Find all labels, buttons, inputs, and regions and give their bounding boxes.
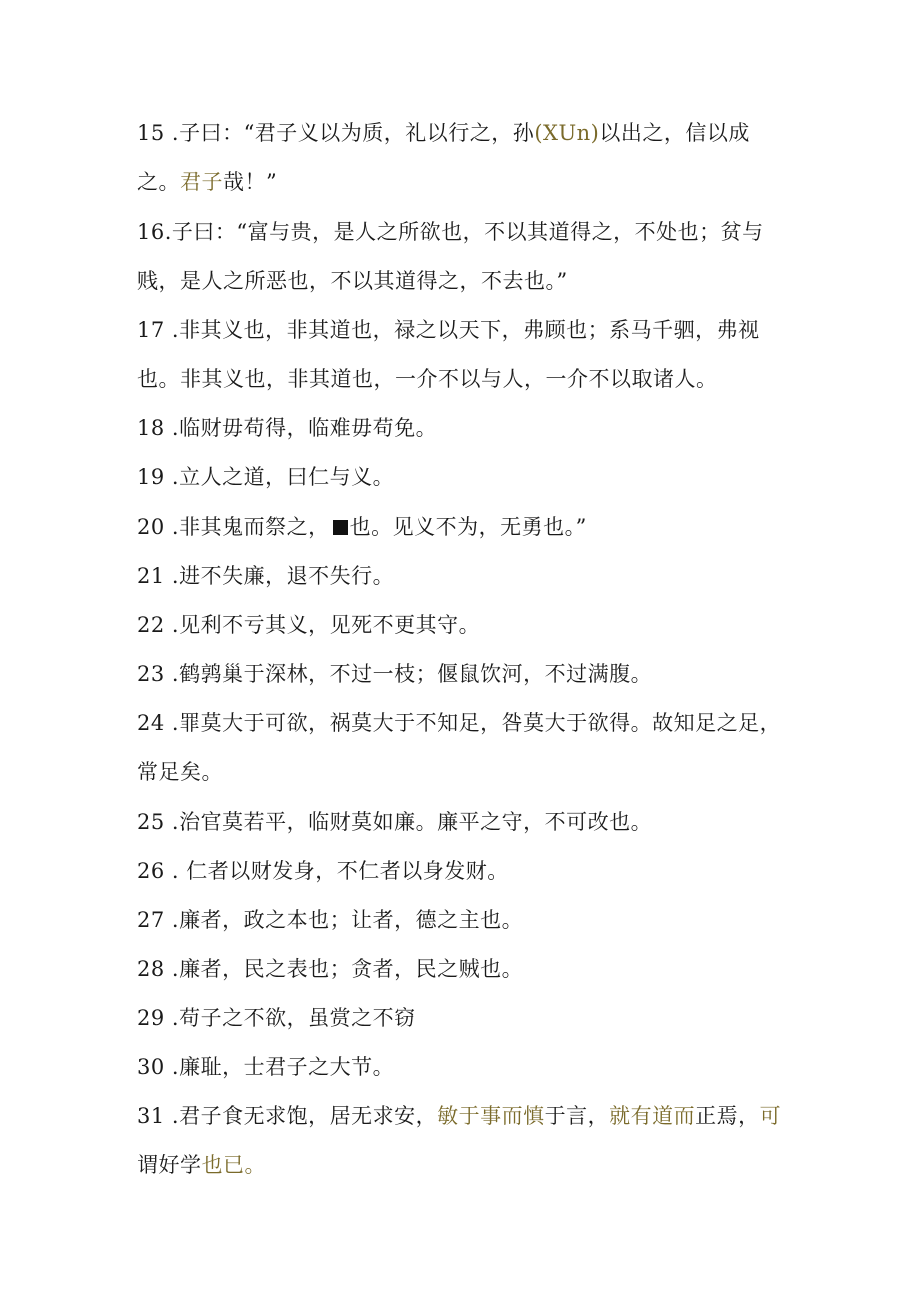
item-22-line-1 — [137, 610, 480, 640]
item-29-line-1 — [137, 1003, 416, 1033]
text-segment: 19 .立人之道，曰仁与义。 — [137, 465, 395, 489]
item-23-line-1 — [137, 659, 652, 689]
text-segment: 24 .罪莫大于可欲，祸莫大于不知足，咎莫大于欲得。故知足之足， — [137, 711, 782, 735]
text-segment: 21 .进不失廉，退不失行。 — [137, 564, 395, 588]
text-segment: 16.子曰：“富与贵，是人之所欲也，不以其道得之，不处也；贫与 — [137, 220, 764, 244]
text-segment: 哉！” — [223, 170, 278, 194]
text-segment: 29 .苟子之不欲，虽赏之不窃 — [137, 1006, 416, 1030]
text-segment: 常足矣。 — [137, 760, 223, 784]
text-segment: 28 .廉者，民之表也；贪者，民之贼也。 — [137, 957, 524, 981]
item-30-line-1 — [137, 1052, 394, 1082]
text-segment: 15 .子曰：“君子义以为质，礼以行之，孙 — [137, 121, 535, 145]
text-segment: 25 .治官莫若平，临财莫如廉。廉平之守，不可改也。 — [137, 810, 653, 834]
text-segment: 谓好学 — [137, 1153, 202, 1177]
text-segment: 17 .非其义也，非其道也，禄之以天下，弗顾也；系马千驷，弗视 — [137, 318, 760, 342]
text-segment: 31 .君子食无求饱，居无求安， — [137, 1104, 438, 1128]
text-segment: 于言， — [544, 1104, 610, 1128]
item-17-line-2 — [137, 364, 718, 394]
text-segment: 22 .见利不亏其义，见死不更其守。 — [137, 613, 481, 637]
item-25-line-1 — [137, 807, 652, 837]
highlighted-text: (XUn) — [534, 121, 600, 145]
item-20-line-1 — [137, 512, 587, 542]
item-21-line-1 — [137, 561, 394, 591]
item-31-line-2 — [137, 1150, 266, 1180]
item-26-line-1 — [137, 856, 509, 886]
item-16-line-2 — [137, 266, 568, 296]
item-18-line-1 — [137, 413, 437, 443]
text-segment: 也。非其义也，非其道也，一介不以与人，一介不以取诸人。 — [137, 367, 718, 391]
item-31-line-1 — [137, 1101, 781, 1131]
highlighted-text: 也已。 — [201, 1153, 266, 1177]
text-segment: 以出之，信以成 — [599, 121, 750, 145]
text-segment: 26 . 仁者以财发身，不仁者以身发财。 — [137, 859, 509, 883]
text-segment: 30 .廉耻，士君子之大节。 — [137, 1055, 395, 1079]
highlighted-text: 可 — [759, 1104, 782, 1128]
item-19-line-1 — [137, 462, 394, 492]
redaction-block — [333, 520, 348, 535]
item-15-line-2 — [137, 167, 277, 197]
item-17-line-1 — [137, 315, 760, 345]
item-24-line-2 — [137, 757, 223, 787]
highlighted-text: 敏于事而慎 — [437, 1104, 545, 1128]
text-segment: 20 .非其鬼而祭之， — [137, 515, 330, 539]
text-segment: 正焉， — [695, 1104, 760, 1128]
highlighted-text: 君子 — [180, 170, 223, 194]
text-segment: 27 .廉者，政之本也；让者，德之主也。 — [137, 908, 524, 932]
text-segment: 也。见义不为，无勇也。” — [349, 515, 587, 539]
item-28-line-1 — [137, 954, 523, 984]
text-segment: 23 .鹤鹑巢于深林，不过一枝；偃鼠饮河，不过满腹。 — [137, 662, 653, 686]
item-16-line-1 — [137, 217, 764, 247]
item-15-line-1 — [137, 118, 750, 148]
text-segment: 贱，是人之所恶也，不以其道得之，不去也。” — [137, 269, 568, 293]
text-segment: 之。 — [137, 170, 180, 194]
item-27-line-1 — [137, 905, 523, 935]
highlighted-text: 就有道而 — [609, 1104, 696, 1128]
text-segment: 18 .临财毋苟得，临难毋苟免。 — [137, 416, 438, 440]
item-24-line-1 — [137, 708, 781, 738]
